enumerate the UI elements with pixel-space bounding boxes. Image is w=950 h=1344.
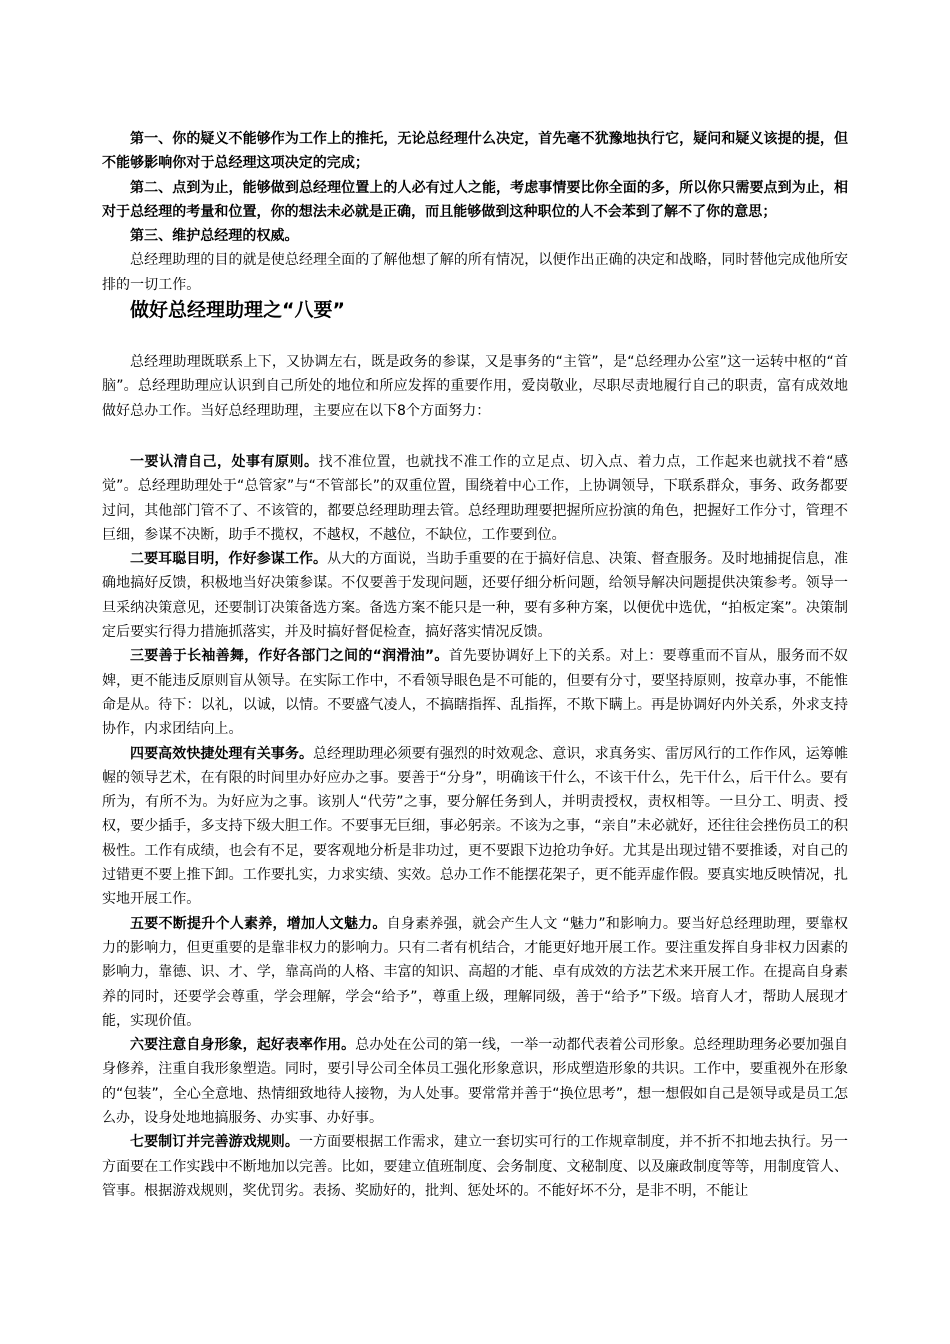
item-lead: 四要高效快捷处理有关事务。	[130, 745, 314, 762]
intro-point-2: 第二、点到为止，能够做到总经理位置上的人必有过人之能，考虑事情要比你全面的多，所以你只需要点到为止，相对于总经理的考量和位置，你的想法未必就是正确，而且能够做到这种职位的人不会苯到了解不了你的意思；	[102, 179, 848, 220]
item-text: 找不准位置，也就找不准工作的立足点、切入点、着力点，工作起来也就找不着“感觉”。总经理助理处于“总管家”与“不管部长”的双重位置，围绕着中心工作，上协调领导，下联系群众，事务、政务都要过问，其他部门管不了、不该管的，都要总经理助理去管。总经理助理要把握所应扮演的角色，把握好工作分寸，管理不巨细，参谋不决断，助手不揽权，不越权，不越位，不缺位，工作要到位。	[102, 454, 848, 543]
item-paragraph-4	[102, 742, 848, 912]
item-paragraph-3	[102, 644, 848, 741]
item-paragraph-7	[102, 1130, 848, 1203]
item-lead: 七要制订并完善游戏规则。	[130, 1134, 299, 1151]
item-lead: 二要耳聪目明，作好参谋工作。	[130, 551, 328, 568]
item-paragraph-5	[102, 912, 848, 1033]
section-intro-block	[102, 350, 848, 423]
item-lead: 一要认清自己，处事有原则。	[130, 454, 319, 470]
item-text: 总办处在公司的第一线，一举一动都代表着公司形象。总经理助理务必要加强自身修养，注重自我形象塑造。同时，要引导公司全体员工强化形象意识，形成塑造形象的共识。工作中，要重视外在形象的“包装”，全心全意地、热情细致地待人接物，为人处事。要常常并善于“换位思考”，想一想假如自己是领导或是员工怎么办，设身处地地搞服务、办实事、办好事。	[102, 1037, 848, 1127]
item-text: 首先要协调好上下的关系。对上：要尊重而不盲从，服务而不奴婢，更不能违反原则盲从领导。在实际工作中，不看领导眼色是不可能的，但要有分寸，要坚持原则，按章办事，不能惟命是从。待下：以礼，以诚，以情。不要盛气凌人，不搞瞎指挥、乱指挥，不欺下瞒上。再是协调好内外关系，外求支持协作，内求团结向上。	[102, 648, 848, 738]
intro-section	[102, 127, 848, 297]
intro-point-1: 第一、你的疑义不能够作为工作上的推托，无论总经理什么决定，首先毫不犹豫地执行它，疑问和疑义该提的提，但不能够影响你对于总经理这项决定的完成；	[102, 131, 848, 172]
item-paragraph-6	[102, 1033, 848, 1130]
item-lead: 六要注意自身形象，起好表率作用。	[130, 1037, 356, 1054]
item-lead: 五要不断提升个人素养，增加人文魅力。	[130, 915, 387, 932]
intro-point-3: 第三、维护总经理的权威。	[130, 228, 299, 245]
item-text: 一方面要根据工作需求，建立一套切实可行的工作规章制度，并不折不扣地去执行。另一方面要在工作实践中不断地加以完善。比如，要建立值班制度、会务制度、文秘制度、以及廉政制度等等，用制度管人、管事。根据游戏规则，奖优罚劣。表扬、奖励好的，批判、惩处坏的。不能好坏不分，是非不明，不能让	[102, 1134, 848, 1199]
section-intro-paragraph: 总经理助理既联系上下，又协调左右，既是政务的参谋，又是事务的“主管”，是“总经理办公室”这一运转中枢的“首脑”。总经理助理应认识到自己所处的地位和所应发挥的重要作用，爱岗敬业，尽职尽责地履行自己的职责，富有成效地做好总办工作。当好总经理助理，主要应在以下8个方面努力：	[102, 354, 848, 419]
item-text: 总经理助理必须要有强烈的时效观念、意识，求真务实、雷厉风行的工作作风，运筹帷幄的领导艺术，在有限的时间里办好应办之事。要善于“分身”，明确该干什么，不该干什么，先干什么，后干什么。要有所为，有所不为。为好应为之事。该别人“代劳”之事，要分解任务到人，并明责授权，责权相等。一旦分工、明责、授权，要少插手，多支持下级大胆工作。不要事无巨细，事必躬亲。不该为之事，“亲自”未必就好，还往往会挫伤员工的积极性。工作有成绩，也会有不足，要客观地分析是非功过，更不要跟下边抢功争好。尤其是出现过错不要推诿，对自己的过错更不要上推下卸。工作要扎实，力求实绩、实效。总办工作不能摆花架子，更不能弄虚作假。要真实地反映情况，扎实地开展工作。	[102, 745, 848, 908]
summary-paragraph: 总经理助理的目的就是使总经理全面的了解他想了解的所有情况，以便作出正确的决定和战略，同时替他完成他所安排的一切工作。	[102, 252, 848, 293]
item-text: 自身素养强，就会产生人文 “魅力”和影响力。要当好总经理助理，要靠权力的影响力，但更重要的是靠非权力的影响力。只有二者有机结合，才能更好地开展工作。要注重发挥自身非权力因素的影响力，靠德、识、才、学，靠高尚的人格、丰富的知识、高超的才能、卓有成效的方法艺术来开展工作。在提高自身素养的同时，还要学会尊重，学会理解，学会“给予”，尊重上级，理解同级，善于“给予”下级。培育人才，帮助人展现才能，实现价值。	[102, 915, 849, 1029]
items-section	[102, 450, 848, 1203]
item-paragraph-2	[102, 547, 848, 644]
item-text: 从大的方面说，当助手重要的在于搞好信息、决策、督查服务。及时地捕捉信息，准确地搞好反馈，积极地当好决策参谋。不仅要善于发现问题，还要仔细分析问题，给领导解决问题提供决策参考。领导一旦采纳决策意见，还要制订决策备选方案。备选方案不能只是一种，要有多种方案，以便优中选优，“拍板定案”。决策制定后要实行得力措施抓落实，并及时搞好督促检查，搞好落实情况反馈。	[102, 551, 848, 641]
item-lead: 三要善于长袖善舞，作好各部门之间的“润滑油”。	[130, 648, 449, 665]
item-paragraph-1	[102, 450, 848, 547]
section-title: 做好总经理助理之“八要”	[130, 299, 345, 321]
